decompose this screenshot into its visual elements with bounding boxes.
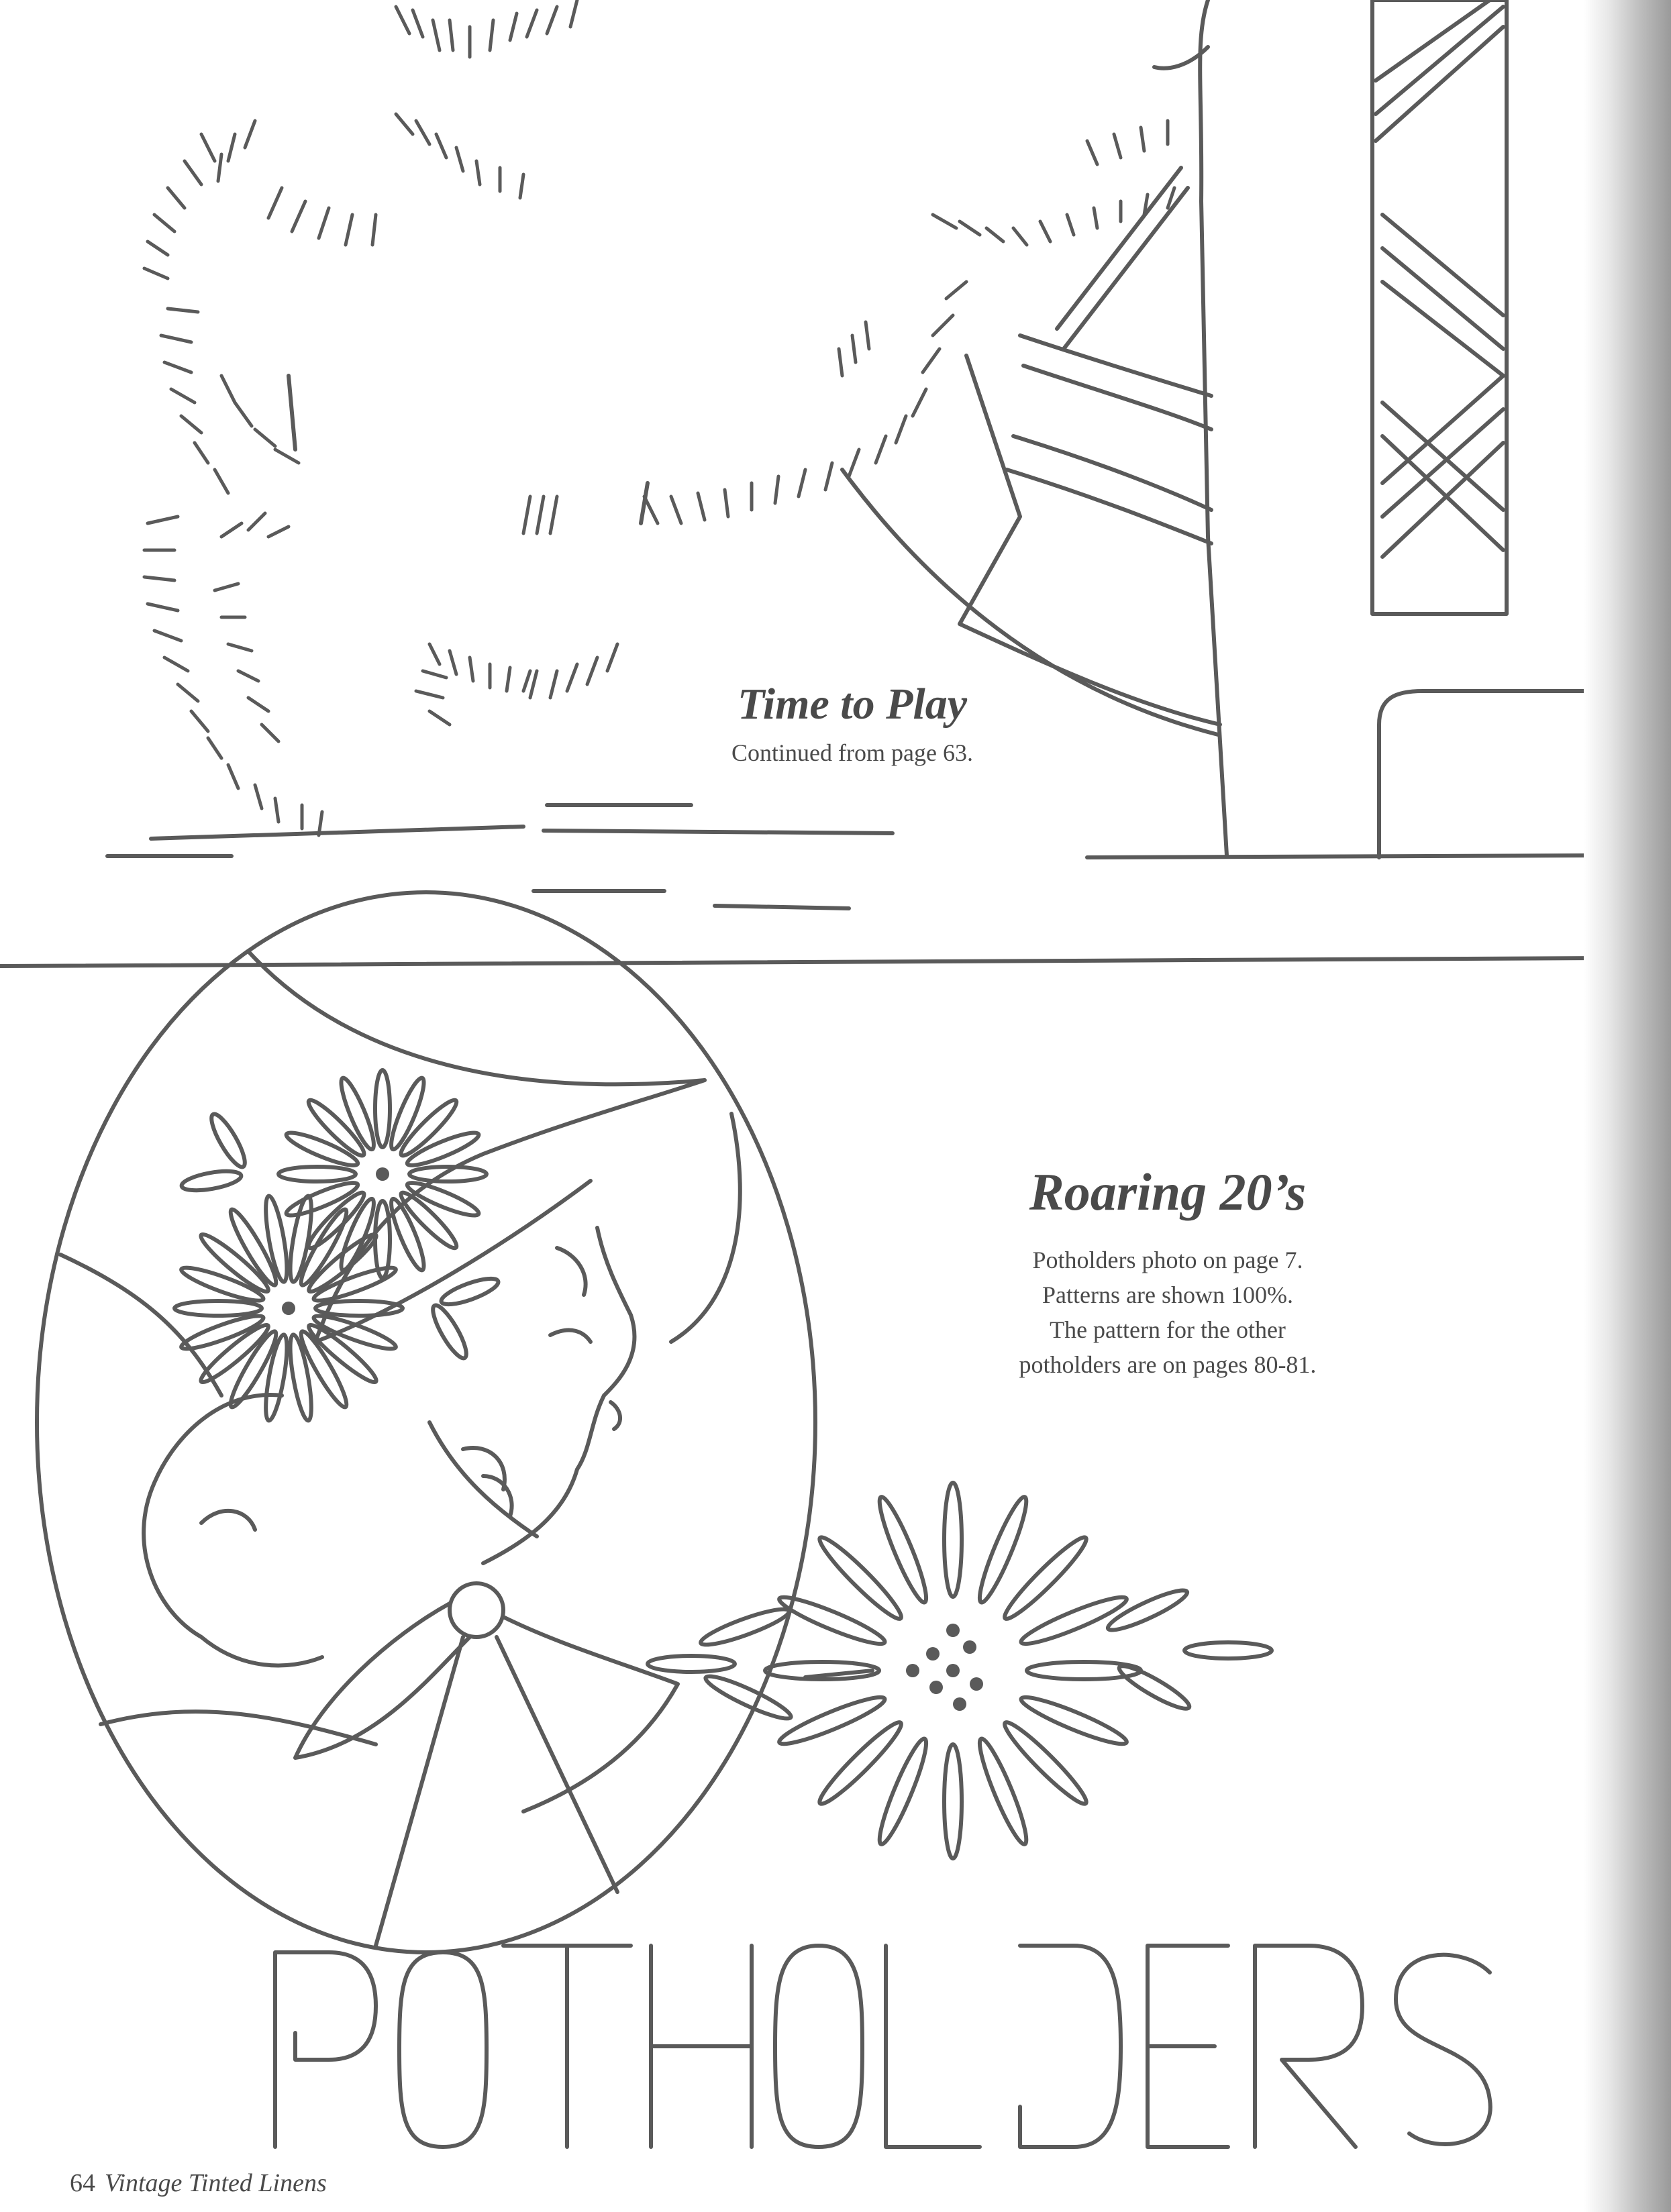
letter-t [503,1946,631,2147]
time-to-play-title: Time to Play [737,680,968,729]
box-outline [1379,691,1601,857]
oval-frame [37,892,815,1952]
wagon-stripe [1057,168,1181,329]
letter-o [775,1946,862,2147]
book-binding-shadow [1584,0,1671,2212]
letter-s [1396,1955,1490,2144]
hair-puff-curl [201,1511,255,1530]
letter-d [1020,1946,1121,2147]
wagon-stripe [1020,335,1211,396]
hair-curl [557,1248,586,1295]
flower-center [282,1302,295,1315]
flower-center-dot [929,1681,943,1694]
description-line: The pattern for the other [1050,1316,1286,1343]
bow-knot [450,1583,503,1637]
ground-line [151,827,523,839]
letter-p [275,1952,376,2147]
wagon-stripe [1013,436,1211,510]
potholders-outline-lettering [255,1932,1584,2154]
petal [278,1167,356,1181]
page-footer [70,2168,327,2198]
description-line: Patterns are shown 100%. [1042,1281,1293,1308]
ground-line [544,831,893,833]
petal [262,1195,291,1283]
hat-back [671,1114,740,1342]
petal [174,1301,262,1316]
flower-center-dot [953,1697,966,1711]
letter-o [399,1952,487,2147]
flower-center-dot [946,1624,960,1637]
hair-line [429,1422,537,1536]
book-title: Vintage Tinted Linens [105,2169,327,2197]
wagon-stripe [1007,470,1211,543]
letter-e [1148,1946,1228,2147]
bow-loop [503,1617,678,1811]
petal [944,1744,962,1858]
petal [375,1070,390,1147]
gate-lattice [1382,376,1503,557]
letter-h [651,1946,752,2147]
flower-center-dot [926,1647,940,1661]
pattern-divider [0,958,1601,966]
description-line: Potholders photo on page 7. [1032,1247,1303,1273]
hat-flower-small [278,1070,487,1278]
petal [396,1188,461,1253]
wagon-stripe [1064,188,1188,349]
flower-center-dot [946,1664,960,1677]
roaring-20s-description [913,1243,1423,1382]
ground-line [1087,855,1601,857]
flower-center-dot [970,1677,983,1691]
petal [409,1167,487,1181]
page-number: 64 [70,2169,95,2197]
description-line: potholders are on pages 80-81. [1019,1351,1317,1378]
letter-r [1255,1946,1362,2147]
gate-lattice [1382,215,1503,376]
flower-center-dot [963,1640,976,1654]
bow-tail [376,1637,617,1946]
collar-line [101,1711,376,1744]
hair-puff [144,1395,322,1665]
ground-line [715,906,849,908]
flower-center [376,1167,389,1181]
petal [262,1333,291,1422]
petal [304,1096,369,1161]
hat-ribbon [60,1255,221,1395]
bow-loop [295,1603,470,1758]
puppy-leg-line [289,376,295,450]
roaring-20s-title: Roaring 20’s [1029,1163,1307,1221]
petal [375,1201,390,1278]
eye [550,1330,591,1342]
wagon-stripe [1023,366,1211,429]
petal [225,1328,281,1411]
wagon-panel [960,356,1220,725]
petal [944,1483,962,1597]
lips [611,1402,620,1429]
time-to-play-illustration [107,0,1601,908]
gate-lattice [1376,0,1503,141]
roaring-20s-illustration [37,892,1272,1952]
hat-brim [248,951,705,1084]
petal [396,1096,461,1161]
letter-l [886,1946,980,2147]
stem-flower [765,1483,1141,1858]
petal [225,1206,281,1289]
time-to-play-subtitle: Continued from page 63. [731,739,973,766]
petal [286,1333,315,1422]
flower-center-dot [906,1664,919,1677]
gate-frame [1372,0,1507,614]
